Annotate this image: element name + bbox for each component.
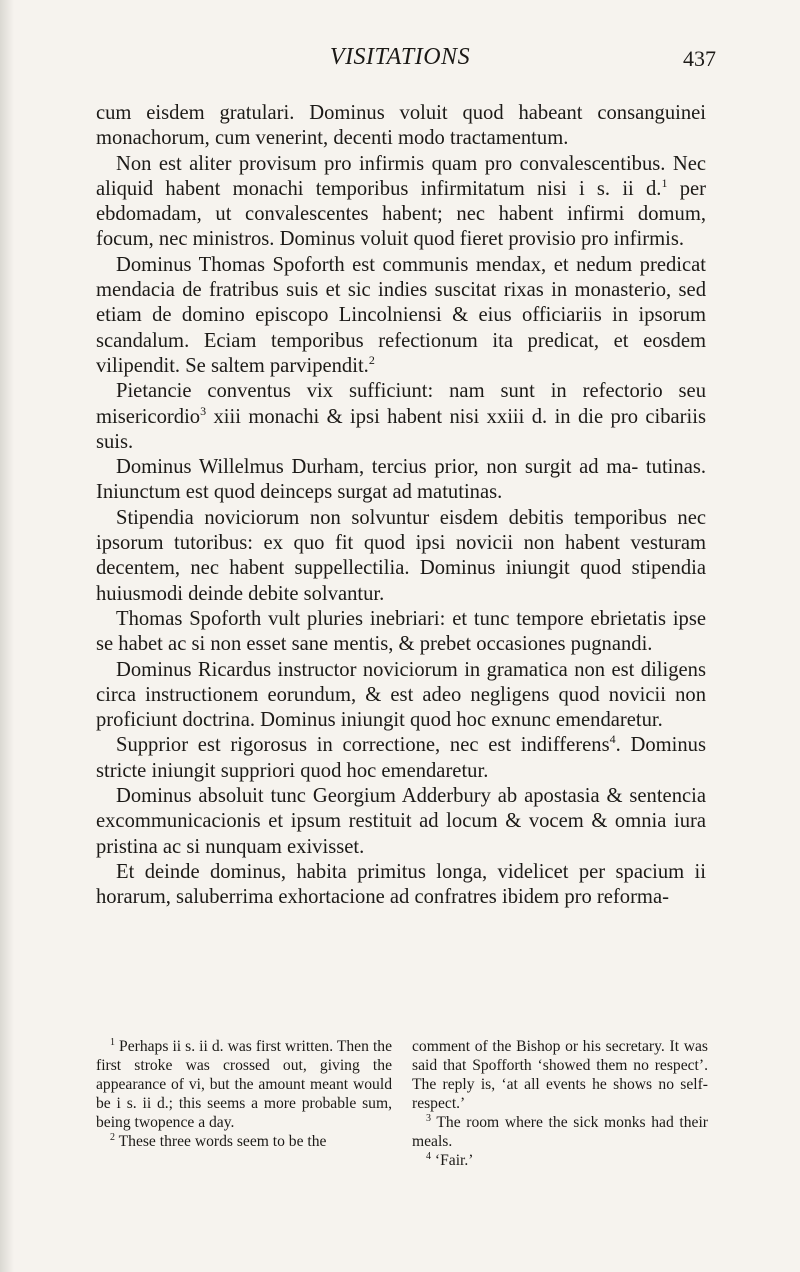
footnotes-left-column bbox=[96, 1037, 392, 1170]
paragraph-9 bbox=[96, 733, 706, 784]
page-number: 437 bbox=[683, 46, 716, 71]
footnotes bbox=[96, 1037, 708, 1170]
footnote-1 bbox=[96, 1037, 392, 1132]
footnote-ref-1: 1 bbox=[661, 176, 668, 191]
body-text bbox=[96, 101, 706, 911]
footnote-3 bbox=[412, 1113, 708, 1151]
footnote-text: Perhaps ii s. ii d. was first written. Then the first stroke was crossed out, giving the appearance of vi, but the amount meant would be i s. ii d.; this seems a more probable sum, being twopence a day. bbox=[96, 1038, 392, 1131]
footnote-2 bbox=[96, 1132, 392, 1151]
paragraph-text: Non est aliter provisum pro infirmis quam pro convalescentibus. Nec aliquid habent monachi temporibus infirmitatum nisi i s. ii d. bbox=[96, 152, 706, 200]
page-edge-shadow bbox=[0, 0, 14, 1272]
paragraph-1 bbox=[96, 101, 706, 152]
paragraph-text: Supprior est rigorosus in correctione, nec est indifferens bbox=[116, 734, 610, 757]
paragraph-7: Thomas Spoforth vult pluries inebriari: et tunc tempore ebrietatis ipse se habet ac si non esset sane mentis, & prebet occasiones pugnandi. bbox=[96, 607, 706, 656]
footnote-mark: 3 bbox=[426, 1112, 431, 1124]
paragraph-8: Dominus Ricardus instructor noviciorum in gramatica non est diligens circa instructionem eorundum, & est adeo negligens quod novicii non proficiunt doctrina. Dominus iniungit quod hoc exnunc emendaretur. bbox=[96, 658, 706, 732]
paragraph-5: Dominus Willelmus Durham, tercius prior, non surgit ad ma- tutinas. Iniunctum est quod deinceps surgat ad matutinas. bbox=[96, 456, 706, 504]
footnote-text: ‘Fair.’ bbox=[434, 1152, 474, 1169]
footnote-ref-4: 4 bbox=[609, 732, 616, 747]
footnote-mark: 2 bbox=[110, 1131, 115, 1143]
footnote-mark: 1 bbox=[110, 1036, 115, 1048]
paragraph-10: Dominus absoluit tunc Georgium Adderbury ab apostasia & sentencia excommunicacionis et ipsum restituit ad locum & vocem & omnia iura pristina ac si nunquam exivisset. bbox=[96, 785, 706, 858]
footnotes-right-column bbox=[412, 1037, 708, 1170]
running-head bbox=[0, 44, 800, 76]
paragraph-text: Pietancie conventus vix sufficiunt: nam sunt in refectorio seu misericordio bbox=[96, 380, 706, 428]
paragraph-2 bbox=[96, 152, 706, 253]
footnote-4 bbox=[412, 1151, 708, 1170]
footnote-2-continued: comment of the Bishop or his secretary. It was said that Spofforth ‘showed them no respect’. The reply is, ‘at all events he shows no self-respect.’ bbox=[412, 1038, 708, 1112]
footnote-ref-3: 3 bbox=[200, 403, 207, 418]
paragraph-text: xiii monachi & ipsi habent nisi xxiii d. in die pro cibariis suis. bbox=[96, 405, 706, 453]
paragraph-text: Dominus Thomas Spoforth est communis mendax, et nedum predicat mendacia de fratribus suis et sic indies suscitat rixas in monasterio, sed etiam de domino episcopo Lincolniensi & eius officiariis in ipsorum scandalum. Eciam temporibus refectionum ita predicat, et eosdem vilipendit. Se saltem parvipendit. bbox=[96, 253, 706, 377]
paragraph-4 bbox=[96, 379, 706, 455]
paragraph-text: cum eisdem gratulari. Dominus voluit quod habeant consanguinei monachorum, cum venerint, decenti modo tractamentum. bbox=[96, 102, 706, 150]
footnote-mark: 4 bbox=[426, 1150, 431, 1162]
footnote-ref-2: 2 bbox=[368, 353, 375, 368]
paragraph-11: Et deinde dominus, habita primitus longa, videlicet per spacium ii horarum, saluberrima exhortacione ad confratres ibidem pro reforma- bbox=[96, 860, 706, 909]
footnote-text: The room where the sick monks had their meals. bbox=[412, 1114, 708, 1150]
running-title: VISITATIONS bbox=[329, 44, 471, 70]
paragraph-text: per ebdomadam, ut convalescentes habent; nec habent infirmi domum, focum, nec ministros. Dominus voluit quod fieret provisio pro infirmis. bbox=[96, 177, 706, 251]
footnote-text: These three words seem to be the bbox=[118, 1133, 327, 1150]
paragraph-6: Stipendia noviciorum non solvuntur eisdem debitis temporibus nec ipsorum tutoribus: ex quo fit quod ipsi novicii non habent vesturam decentem, nec habent suppellectilia. Dominus iniungit quod stipendia huiusmodi deinde debite solvantur. bbox=[96, 506, 706, 605]
paragraph-text: . Dominus stricte iniungit suppriori quod hoc emendaretur. bbox=[96, 734, 706, 782]
paragraph-3 bbox=[96, 253, 706, 379]
